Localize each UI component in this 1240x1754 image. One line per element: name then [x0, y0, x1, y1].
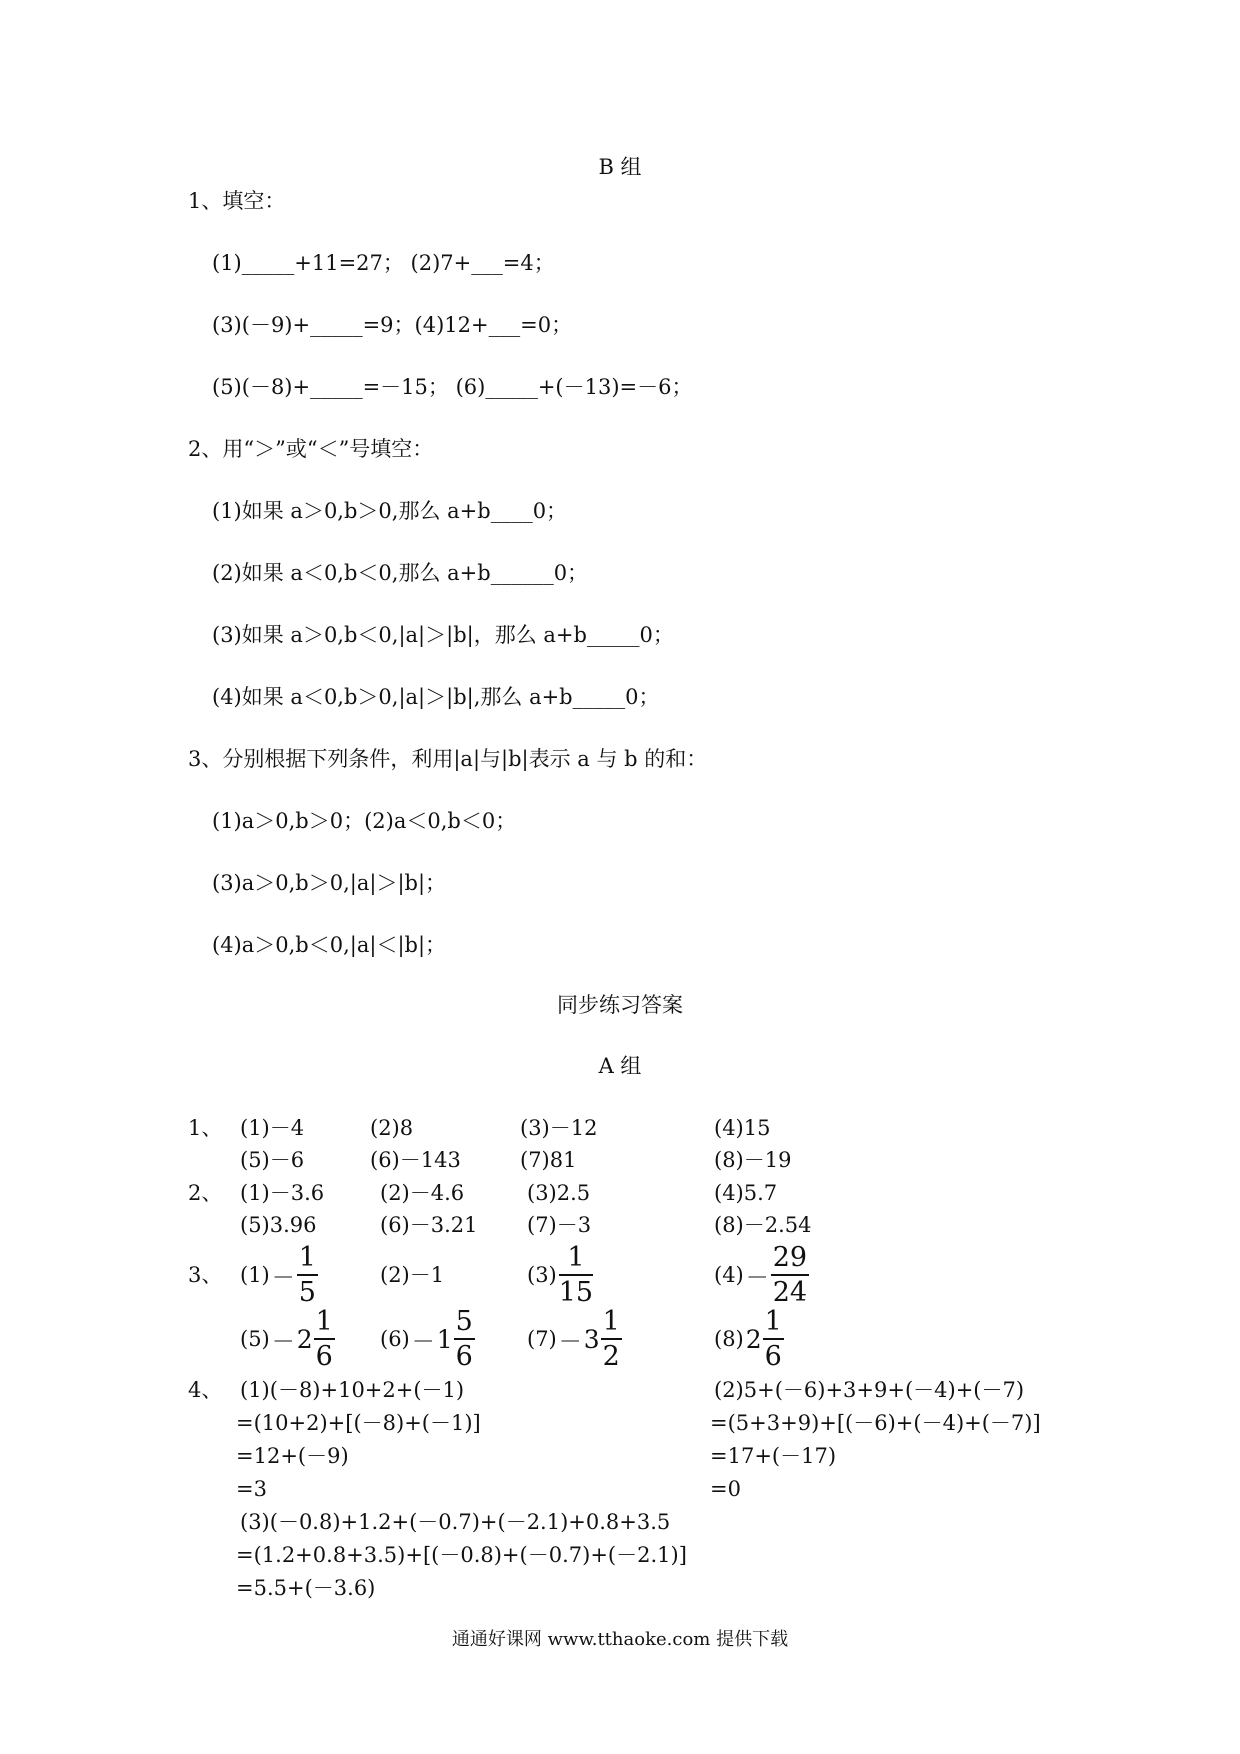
answer1-item: (2)8	[370, 1116, 414, 1140]
answer2-item: (3)2.5	[527, 1181, 591, 1205]
q2-heading: 2、用“＞”或“＜”号填空：	[188, 437, 434, 461]
denominator: 2	[602, 1341, 620, 1372]
item-label: (8)	[714, 1327, 744, 1351]
footer-credit: 通通好课网 www.tthaoke.com 提供下载	[451, 1629, 789, 1650]
answer1-item: (7)81	[520, 1148, 577, 1172]
sign: －	[411, 1328, 435, 1355]
answer3-item-6	[380, 1304, 475, 1374]
q3-line2: (3)a＞0,b＞0,|a|＞|b|；	[212, 871, 447, 895]
fraction	[771, 1244, 809, 1306]
whole-part: 1	[436, 1324, 453, 1354]
q2-line1: (1)如果 a＞0,b＞0,那么 a+b____0；	[212, 499, 568, 523]
q2-line2: (2)如果 a＜0,b＜0,那么 a+b______0；	[212, 561, 589, 585]
item-label: (5)	[240, 1327, 270, 1351]
answer3-item-1	[240, 1240, 318, 1310]
q2-line4: (4)如果 a＜0,b＞0,|a|＞|b|,那么 a+b_____0；	[212, 685, 660, 709]
whole-part: 3	[583, 1324, 600, 1354]
sign: －	[745, 1264, 769, 1291]
fraction	[297, 1244, 318, 1306]
sign: －	[271, 1264, 295, 1291]
q3-heading: 3、分别根据下列条件，利用|a|与|b|表示 a 与 b 的和：	[188, 747, 708, 771]
answer4-part3-line: (3)(－0.8)+1.2+(－0.7)+(－2.1)+0.8+3.5	[240, 1510, 671, 1534]
answer3-item-2: (2)－1	[380, 1263, 445, 1287]
denominator: 24	[772, 1277, 808, 1308]
answer4-right-line: =(5+3+9)+[(－6)+(－4)+(－7)]	[710, 1411, 1041, 1435]
group-a-title: A 组	[598, 1054, 642, 1078]
sign: －	[271, 1328, 295, 1355]
numerator: 29	[771, 1244, 809, 1276]
answer4-left-line: =12+(－9)	[236, 1444, 349, 1468]
denominator: 5	[298, 1277, 316, 1308]
answer2-item: (4)5.7	[714, 1181, 778, 1205]
answer4-part3-line: =5.5+(－3.6)	[236, 1576, 376, 1600]
numerator: 1	[559, 1244, 593, 1276]
answer1-item: (4)15	[714, 1116, 771, 1140]
answer4-left-line: =(10+2)+[(－8)+(－1)]	[236, 1411, 481, 1435]
fraction	[601, 1308, 622, 1370]
numerator: 1	[763, 1308, 784, 1340]
whole-part: 2	[745, 1324, 762, 1354]
q1-line1: (1)_____+11=27； (2)7+___=4；	[212, 251, 555, 275]
numerator: 1	[601, 1308, 622, 1340]
numerator: 1	[314, 1308, 335, 1340]
item-label: (3)	[527, 1263, 557, 1287]
denominator: 6	[455, 1341, 473, 1372]
numerator: 1	[297, 1244, 318, 1276]
answer2-item: (1)－3.6	[240, 1181, 325, 1205]
answer1-item: (5)－6	[240, 1148, 305, 1172]
q2-line3: (3)如果 a＞0,b＜0,|a|＞|b|，那么 a+b_____0；	[212, 623, 674, 647]
answers-title: 同步练习答案	[557, 993, 683, 1017]
answer3-item-3	[527, 1240, 593, 1310]
answer3-item-5	[240, 1304, 335, 1374]
answer4-part3-line: =(1.2+0.8+3.5)+[(－0.8)+(－0.7)+(－2.1)]	[236, 1543, 687, 1567]
answer1-item: (6)－143	[370, 1148, 461, 1172]
q1-line2: (3)(－9)+_____=9；(4)12+___=0；	[212, 313, 573, 337]
answer4-right-line: =17+(－17)	[710, 1444, 837, 1468]
answer2-item: (7)－3	[527, 1213, 592, 1237]
item-label: (4)	[714, 1263, 744, 1287]
answer3-number: 3、	[188, 1263, 223, 1287]
answer4-left-line: =3	[236, 1477, 267, 1501]
fraction	[454, 1308, 475, 1370]
answer3-item-7	[527, 1304, 622, 1374]
answer2-item: (6)－3.21	[380, 1213, 478, 1237]
answer3-item-8	[714, 1304, 784, 1374]
section-b-title: B 组	[598, 155, 642, 179]
item-label: (6)	[380, 1327, 410, 1351]
sign: －	[558, 1328, 582, 1355]
answer1-number: 1、	[188, 1116, 223, 1140]
denominator: 15	[558, 1277, 594, 1308]
q3-line1: (1)a＞0,b＞0；(2)a＜0,b＜0；	[212, 809, 517, 833]
q1-line3: (5)(－8)+_____=－15； (6)_____+(－13)=－6；	[212, 375, 693, 399]
fraction	[763, 1308, 784, 1370]
whole-part: 2	[296, 1324, 313, 1354]
denominator: 6	[315, 1341, 333, 1372]
answer2-item: (5)3.96	[240, 1213, 317, 1237]
answer1-item: (8)－19	[714, 1148, 792, 1172]
numerator: 5	[454, 1308, 475, 1340]
fraction	[559, 1244, 593, 1306]
answer1-item: (3)－12	[520, 1116, 598, 1140]
answer3-item-4	[714, 1240, 809, 1310]
answer2-item: (2)－4.6	[380, 1181, 465, 1205]
answer4-left-line: (1)(－8)+10+2+(－1)	[240, 1378, 465, 1402]
item-label: (1)	[240, 1263, 270, 1287]
answer1-item: (1)－4	[240, 1116, 305, 1140]
fraction	[314, 1308, 335, 1370]
answer2-item: (8)－2.54	[714, 1213, 812, 1237]
answer4-number: 4、	[188, 1378, 223, 1402]
answer4-right-line: =0	[710, 1477, 741, 1501]
q1-heading: 1、填空：	[188, 189, 286, 213]
denominator: 6	[764, 1341, 782, 1372]
answer2-number: 2、	[188, 1181, 223, 1205]
item-label: (7)	[527, 1327, 557, 1351]
q3-line3: (4)a＞0,b＜0,|a|＜|b|；	[212, 933, 447, 957]
answer4-right-line: (2)5+(－6)+3+9+(－4)+(－7)	[714, 1378, 1025, 1402]
